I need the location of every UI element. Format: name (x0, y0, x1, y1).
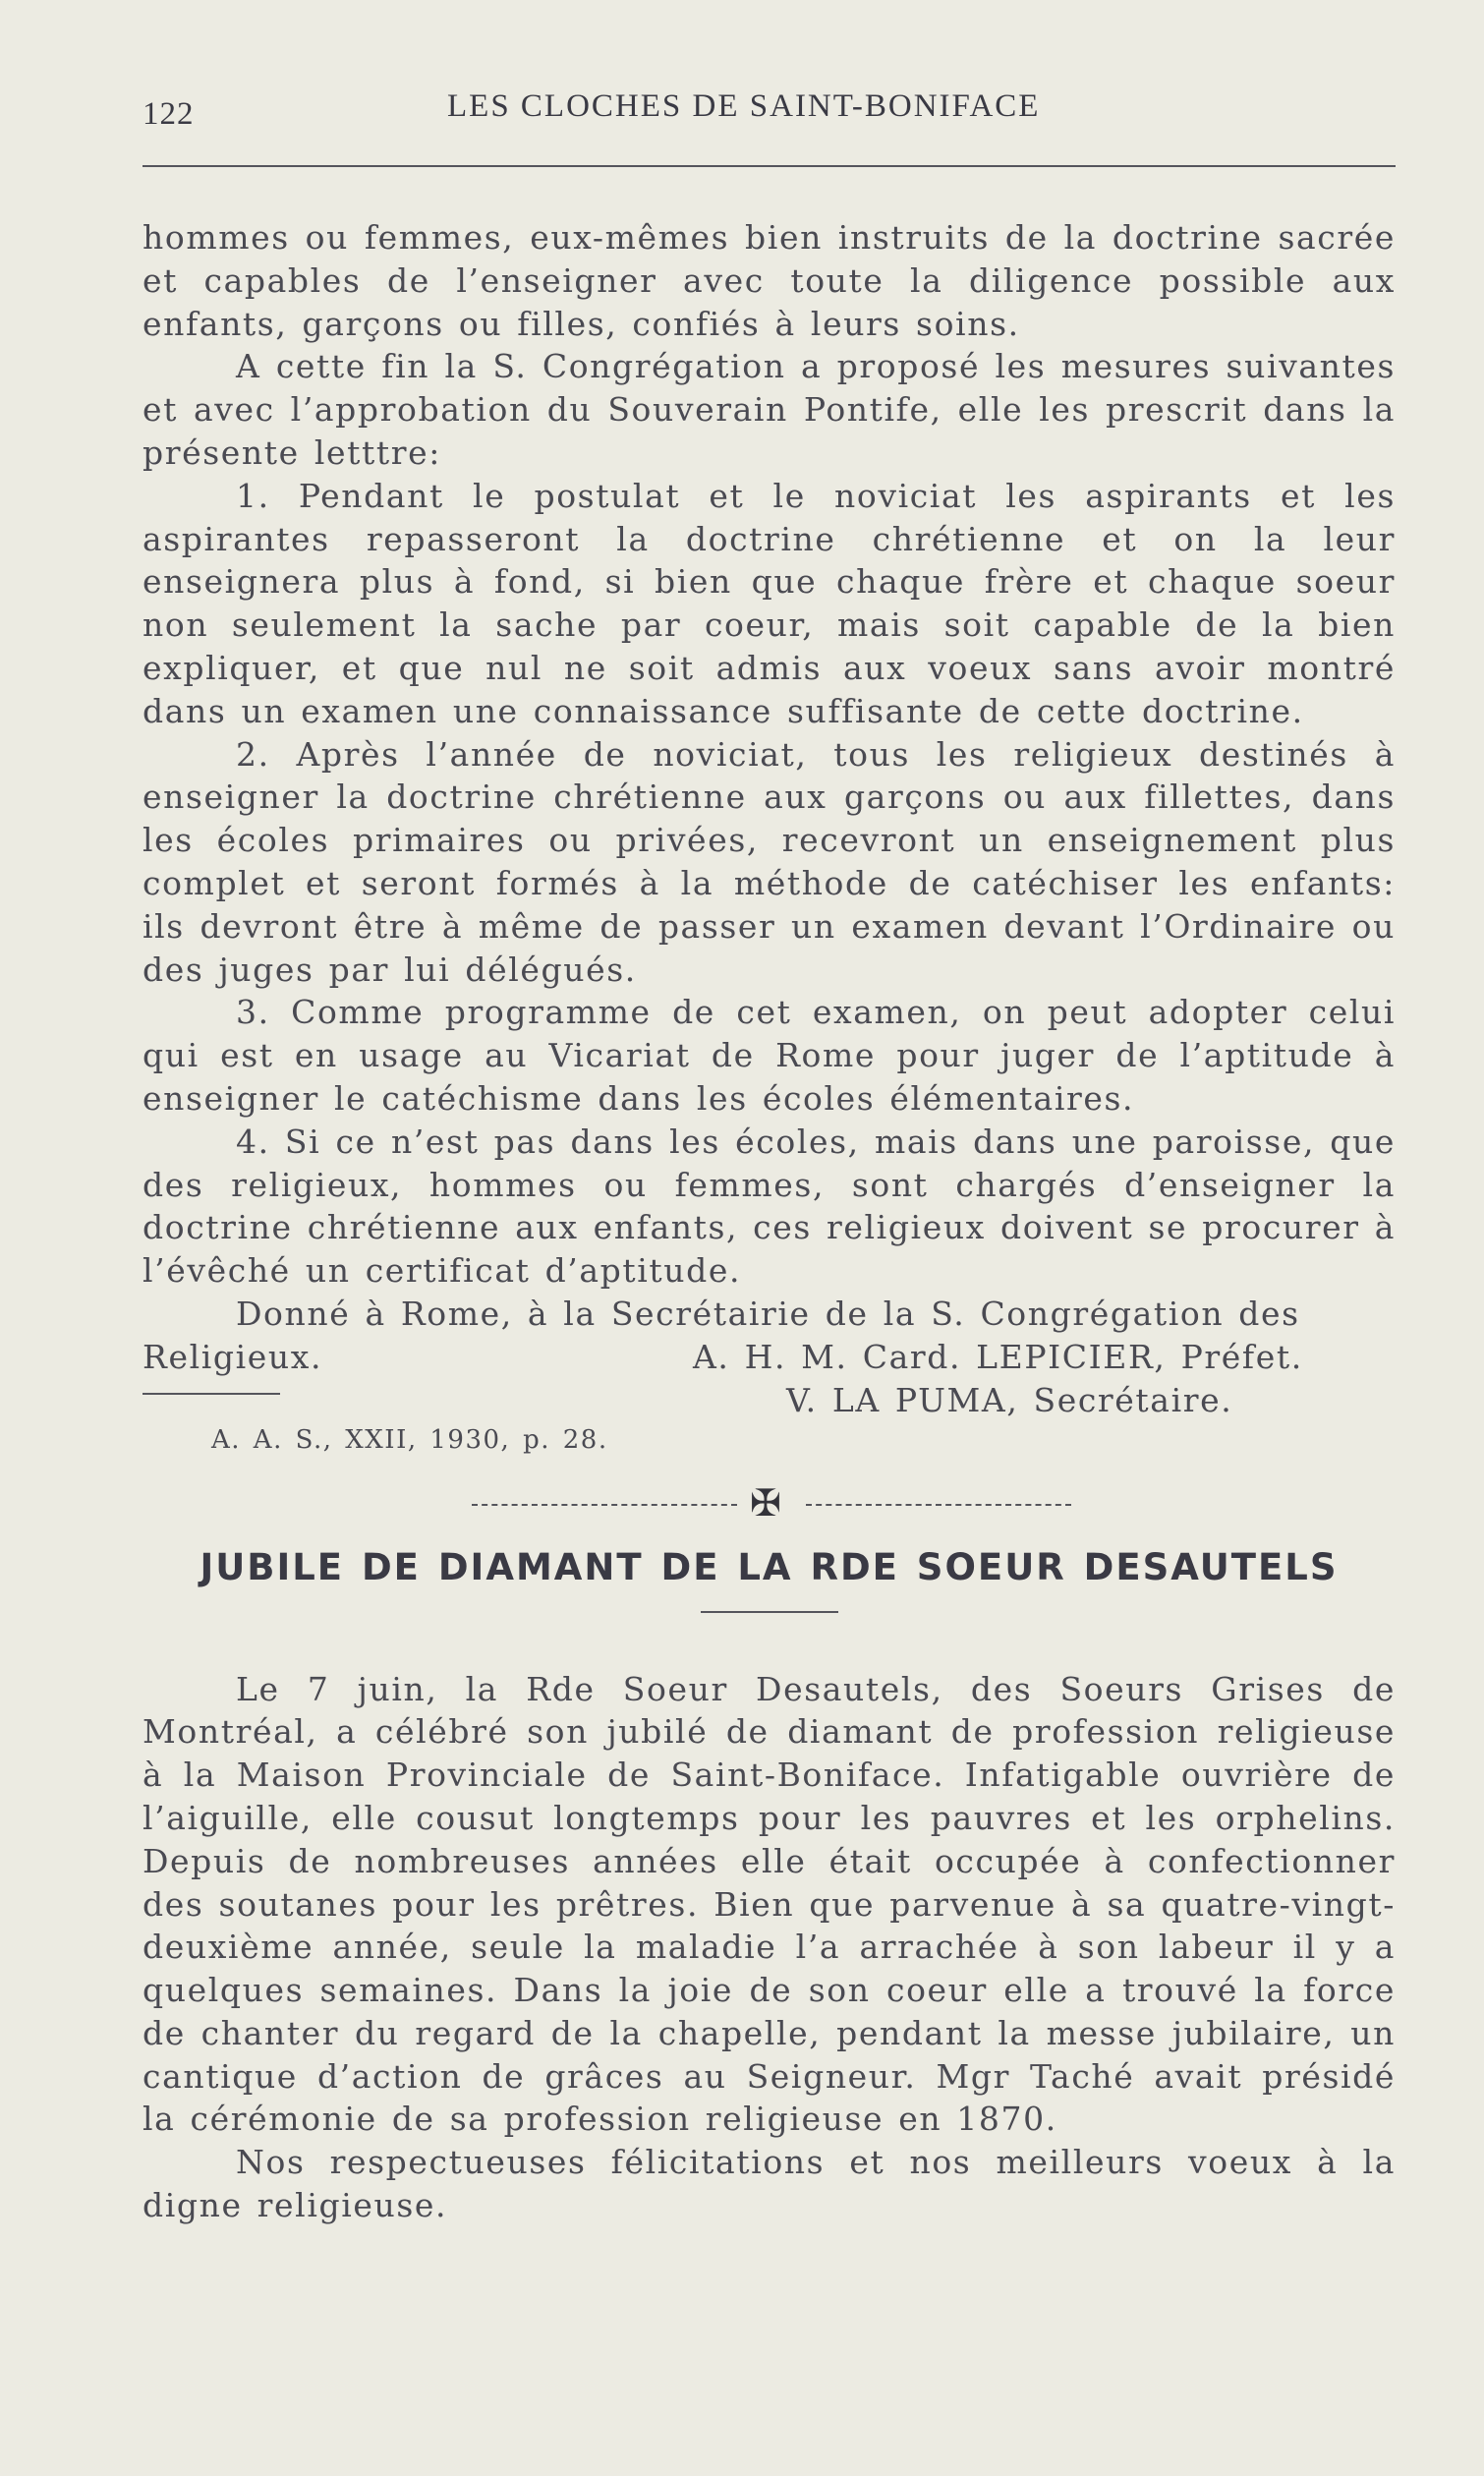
signature-secretary: V. LA PUMA, Secrétaire. (786, 1380, 1233, 1419)
article-text (143, 1668, 1396, 2227)
running-title: LES CLOCHES DE SAINT-BONIFACE (447, 88, 1041, 124)
signature-block (143, 1336, 1396, 1422)
title-rule (701, 1611, 838, 1613)
page-body (143, 216, 1396, 2227)
header-rule (143, 165, 1396, 167)
page-header (143, 79, 1396, 132)
decree-paragraph: 2. Après l’année de noviciat, tous les religieux destinés à enseigner la doctrine chrétienne aux garçons ou aux fillettes, dans les écoles primaires ou privées, recevront un enseignement plus complet et seront formés à la méthode de catéchiser les enfants: ils devront être à même de passer un examen devant l’Ordinaire ou des juges par lui délégués. (143, 734, 1396, 989)
decree-text (143, 216, 1396, 1458)
decree-paragraph: 1. Pendant le postulat et le noviciat les aspirants et les aspirantes repasseront la doctrine chrétienne et on la leur enseignera plus à fond, si bien que chaque frère et chaque soeur non seulement la sache par coeur, mais soit capable de la bien expliquer, et que nul ne soit admis aux voeux sans avoir montré dans un examen une connaissance suffisante de cette doctrine. (143, 476, 1396, 730)
ornament-left-rule (472, 1504, 737, 1506)
maltese-cross-icon: ✠ (750, 1480, 783, 1525)
decree-paragraph: 3. Comme programme de cet examen, on peut adopter celui qui est en usage au Vicariat de Rome pour juger de l’aptitude à enseigner le catéchisme dans les écoles élémentaires. (143, 993, 1396, 1118)
decree-paragraph: hommes ou femmes, eux-mêmes bien instruits de la doctrine sacrée et capables de l’enseigner avec toute la diligence possible aux enfants, garçons ou filles, confiés à leurs soins. (143, 218, 1396, 343)
article-paragraph: Le 7 juin, la Rde Soeur Desautels, des Soeurs Grises de Montréal, a célébré son jubilé de diamant de profession religieuse à la Maison Provinciale de Saint-Boniface. Infatigable ouvrière de l’aiguille, elle cousut longtemps pour les pauvres et les orphelins. Depuis de nombreuses années elle était occupée à confectionner des soutanes pour les prêtres. Bien que parvenue à sa quatre-vingt-deuxième année, seule la maladie l’a arrachée à son labeur il y a quelques semaines. Dans la joie de son coeur elle a trouvé la force de chanter du regard de la chapelle, pendant la messe jubilaire, un cantique d’action de grâces au Seigneur. Mgr Taché avait présidé la cérémonie de sa profession religieuse en 1870. (143, 1669, 1396, 2139)
page-number: 122 (143, 96, 195, 132)
signature-left: Religieux. (143, 1337, 323, 1376)
article-paragraph: Nos respectueuses félicitations et nos meilleurs voeux à la digne religieuse. (143, 2143, 1396, 2225)
article-title: JUBILE DE DIAMANT DE LA RDE SOEUR DESAUTELS (200, 1545, 1339, 1588)
book-page (143, 79, 1397, 2225)
signature-prefect: A. H. M. Card. LEPICIER, Préfet. (693, 1337, 1303, 1376)
source-citation: A. A. S., XXII, 1930, p. 28. (211, 1424, 608, 1455)
section-ornament (143, 1475, 1396, 1534)
decree-paragraph: A cette fin la S. Congrégation a proposé les mesures suivantes et avec l’approbation du Souverain Pontife, elle les prescrit dans la présente letttre: (143, 347, 1396, 472)
ornament-right-rule (806, 1504, 1071, 1506)
closing-line: Donné à Rome, à la Secrétairie de la S. Congrégation des (236, 1294, 1300, 1333)
decree-paragraph: 4. Si ce n’est pas dans les écoles, mais dans une paroisse, que des religieux, hommes ou femmes, sont chargés d’enseigner la doctrine chrétienne aux enfants, ces religieux doivent se procurer à l’évêché un certificat d’aptitude. (143, 1122, 1397, 1291)
